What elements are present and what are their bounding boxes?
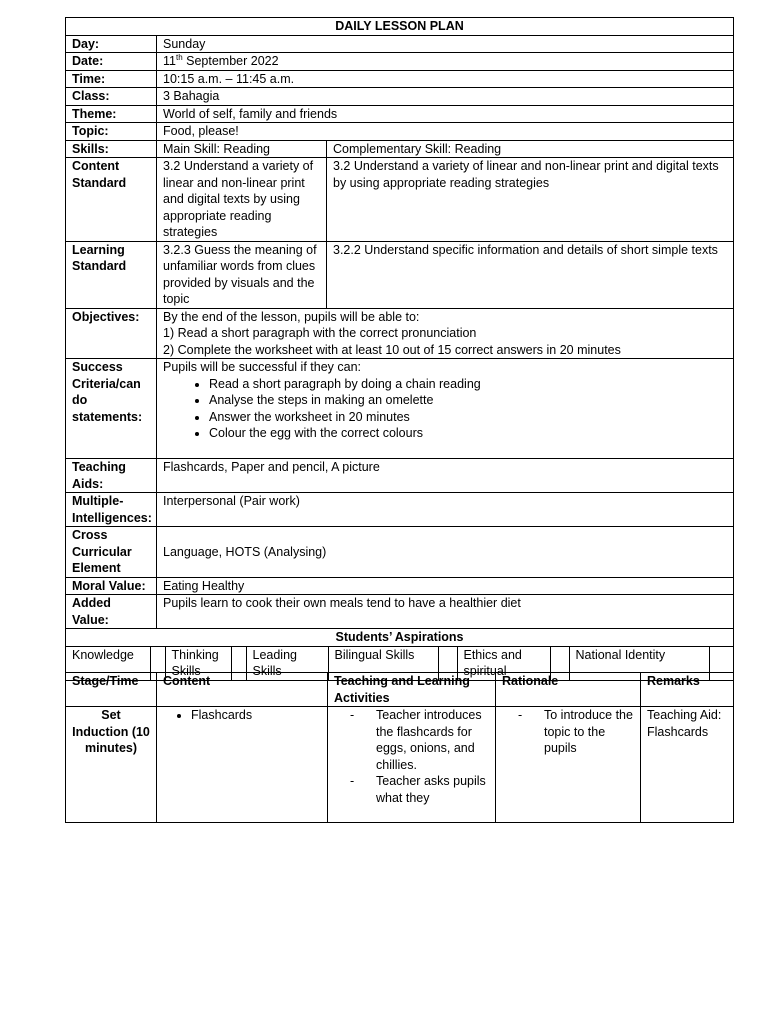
objectives-intro: By the end of the lesson, pupils will be able to: [163,309,420,324]
time-label: Time: [66,70,157,88]
learning-standard-row [66,241,734,308]
success-criteria-value [157,359,734,459]
objectives-label: Objectives: [66,308,157,359]
stage-set-induction: Set Induction (10 minutes) [66,707,157,823]
topic-label: Topic: [66,123,157,141]
list-item: • Flashcards [191,707,321,724]
success-criteria-row [66,359,734,459]
objectives-row [66,308,734,359]
learning-standard-label: Learning Standard [66,241,157,308]
complementary-skill: Complementary Skill: Reading [327,140,734,158]
theme-label: Theme: [66,105,157,123]
topic-value: Food, please! [157,123,734,141]
objectives-value [157,308,734,359]
class-value: 3 Bahagia [157,88,734,106]
lesson-plan-table [65,17,734,681]
date-label: Date: [66,53,157,71]
moral-value-value: Eating Healthy [157,577,734,595]
aspiration-knowledge: Knowledge [66,647,150,680]
success-criteria-intro: Pupils will be successful if they can: [163,360,362,374]
aspiration-leading-skills: Leading Skills [246,647,328,680]
learning-standard-main: 3.2.3 Guess the meaning of unfamiliar words from clues provided by visuals and the topic [157,241,327,308]
time-value: 10:15 a.m. – 11:45 a.m. [157,70,734,88]
teaching-aids-label: Teaching Aids: [66,459,157,493]
skills-label: Skills: [66,140,157,158]
success-criteria-list [163,376,727,442]
multiple-intelligences-value: Interpersonal (Pair work) [157,493,734,527]
stage-header-row [66,673,734,707]
list-item: - To introduce the topic to the pupils [516,707,634,757]
date-value [157,53,734,71]
header-content: Content [157,673,328,707]
class-label: Class: [66,88,157,106]
teaching-aids-row [66,459,734,493]
content-standard-label: Content Standard [66,158,157,242]
header-activities: Teaching and Learning Activities [328,673,496,707]
main-skill: Main Skill: Reading [157,140,327,158]
content-standard-main: 3.2 Understand a variety of linear and non-linear print and digital texts by using appropriate reading strategies [157,158,327,242]
list-item: - Teacher introduces the flashcards for eggs, onions, and chillies. [348,707,489,773]
day-row [66,35,734,53]
table-row [66,707,734,823]
multiple-intelligences-label: Multiple-Intelligences: [66,493,157,527]
stage-table [65,672,734,823]
success-criteria-label: Success Criteria/can do statements: [66,359,157,459]
list-item: • Answer the worksheet in 20 minutes [209,409,727,426]
list-item: • Colour the egg with the correct colours [209,425,727,442]
header-remarks: Remarks [641,673,734,707]
objective-item: 2) Complete the worksheet with at least 10 out of 15 correct answers in 20 minutes [163,342,621,357]
content-standard-complementary: 3.2 Understand a variety of linear and non-linear print and digital texts by using appropriate reading strategies [327,158,734,242]
cross-curricular-value: Language, HOTS (Analysing) [157,527,734,578]
aspiration-thinking-skills: Thinking Skills [165,647,231,680]
date-day: 11 [163,54,176,68]
day-label: Day: [66,35,157,53]
time-row [66,70,734,88]
cross-curricular-label: Cross Curricular Element [66,527,157,578]
class-row [66,88,734,106]
stage-rationale [496,707,641,823]
objective-item: 1) Read a short paragraph with the correct pronunciation [163,326,477,340]
moral-value-label: Moral Value: [66,577,157,595]
list-item: • Analyse the steps in making an omelette [209,392,727,409]
moral-value-row [66,577,734,595]
topic-row [66,123,734,141]
aspirations-heading: Students’ Aspirations [66,629,734,647]
header-rationale: Rationale [496,673,641,707]
added-value-row [66,595,734,629]
teaching-aids-value: Flashcards, Paper and pencil, A picture [157,459,734,493]
added-value-value: Pupils learn to cook their own meals tend to have a healthier diet [157,595,734,629]
date-rest: September 2022 [182,54,279,68]
stage-content [157,707,328,823]
date-row [66,53,734,71]
aspiration-bilingual-skills: Bilingual Skills [328,647,438,680]
stage-remarks: Teaching Aid: Flashcards [641,707,734,823]
theme-row [66,105,734,123]
stage-activities [328,707,496,823]
list-item: • Read a short paragraph by doing a chain reading [209,376,727,393]
aspiration-ethics: Ethics and spiritual [457,647,550,680]
multiple-intelligences-row [66,493,734,527]
aspiration-national-identity: National Identity [569,647,709,680]
header-stage-time: Stage/Time [66,673,157,707]
day-value: Sunday [157,35,734,53]
document-title: DAILY LESSON PLAN [66,18,734,36]
theme-value: World of self, family and friends [157,105,734,123]
date-suffix: th [175,52,183,62]
learning-standard-complementary: 3.2.2 Understand specific information and details of short simple texts [327,241,734,308]
skills-row [66,140,734,158]
content-standard-row [66,158,734,242]
cross-curricular-row [66,527,734,578]
list-item: - Teacher asks pupils what they [348,773,489,806]
added-value-label: Added Value: [66,595,157,629]
